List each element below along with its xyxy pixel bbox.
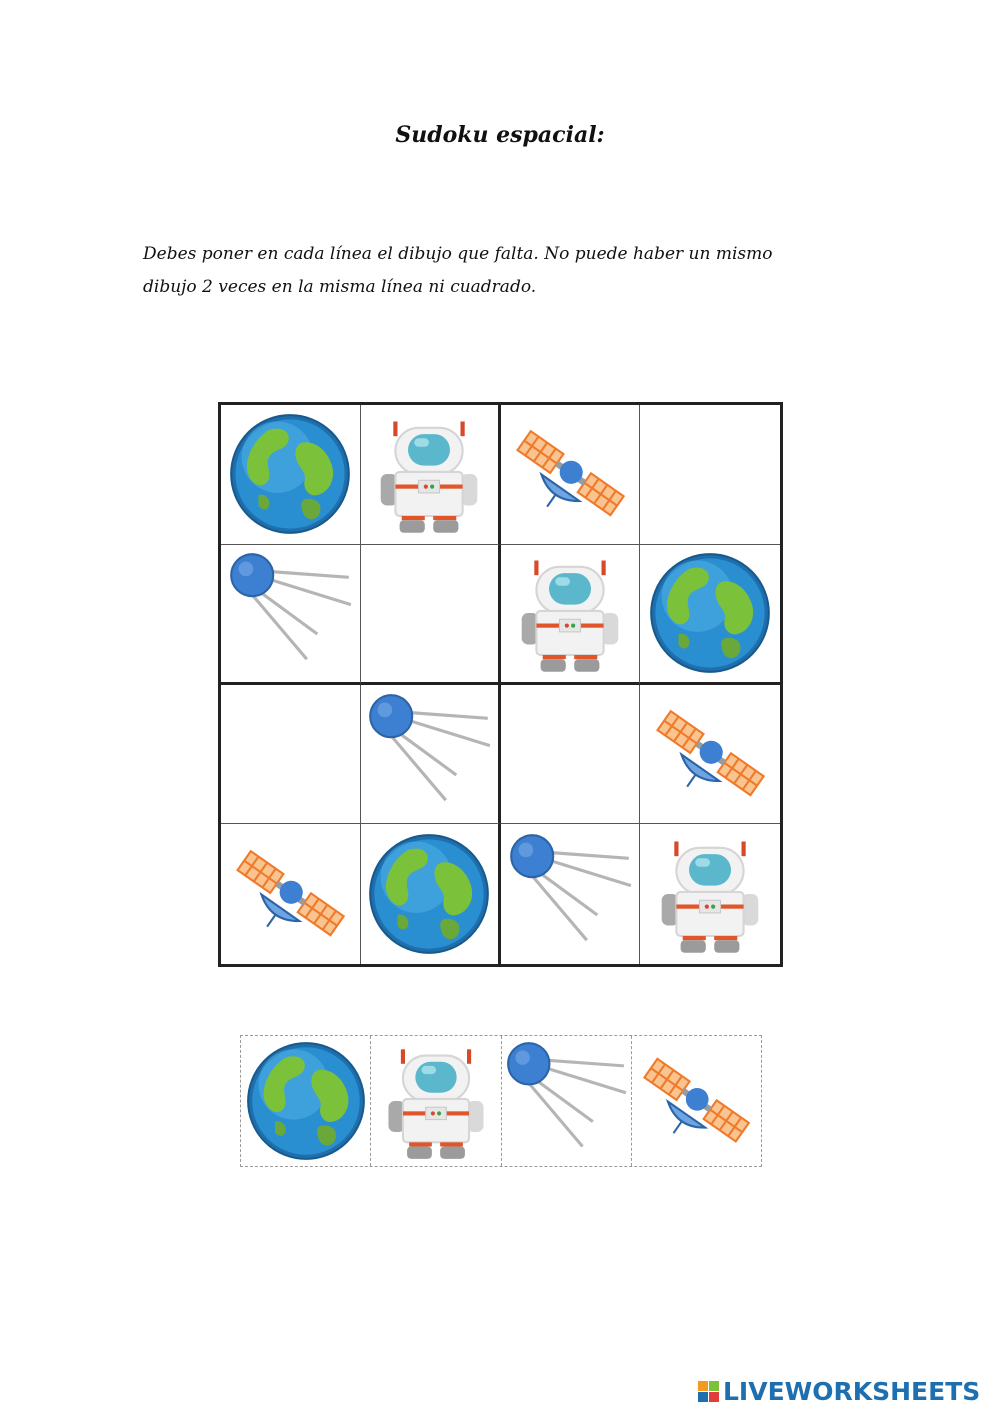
satellite-icon — [507, 411, 633, 537]
sudoku-cell — [361, 824, 501, 964]
earth-icon — [227, 411, 353, 537]
sudoku-cell — [221, 824, 361, 964]
palette-piece[interactable] — [371, 1036, 501, 1166]
earth-icon — [244, 1039, 368, 1163]
astronaut-icon — [374, 1039, 498, 1163]
satellite-icon — [634, 1039, 758, 1163]
earth-icon — [366, 831, 492, 957]
sudoku-cell — [501, 405, 641, 545]
sudoku-cell — [361, 685, 501, 825]
sudoku-cell-empty[interactable] — [361, 545, 501, 685]
sudoku-grid — [218, 402, 783, 967]
satellite-icon — [647, 691, 773, 817]
sputnik-icon — [227, 550, 353, 676]
sudoku-cell — [640, 685, 780, 825]
sudoku-cell-empty[interactable] — [501, 685, 641, 825]
sudoku-cell-empty[interactable] — [640, 405, 780, 545]
palette-piece[interactable] — [502, 1036, 632, 1166]
sudoku-cell — [361, 405, 501, 545]
sudoku-cell-empty[interactable] — [221, 685, 361, 825]
instructions — [143, 238, 863, 304]
astronaut-icon — [507, 550, 633, 676]
answer-palette — [240, 1035, 762, 1167]
sputnik-icon — [507, 831, 633, 957]
sudoku-cell — [640, 545, 780, 685]
instructions-line-1: Debes poner en cada línea el dibujo que falta. No puede haber un mismo — [143, 244, 773, 264]
sudoku-cell — [501, 824, 641, 964]
liveworksheets-logo — [698, 1376, 980, 1406]
astronaut-icon — [366, 411, 492, 537]
sputnik-icon — [366, 691, 492, 817]
instructions-line-2: dibujo 2 veces en la misma línea ni cuadrado. — [143, 277, 537, 297]
satellite-icon — [227, 831, 353, 957]
logo-text: LIVEWORKSHEETS — [723, 1376, 981, 1406]
sudoku-cell — [501, 545, 641, 685]
sudoku-cell — [221, 405, 361, 545]
palette-piece[interactable] — [632, 1036, 761, 1166]
sudoku-cell — [640, 824, 780, 964]
palette-piece[interactable] — [241, 1036, 371, 1166]
page-title: Sudoku espacial: — [395, 122, 605, 148]
earth-icon — [647, 550, 773, 676]
logo-mark-icon — [698, 1381, 719, 1402]
astronaut-icon — [647, 831, 773, 957]
sputnik-icon — [504, 1039, 628, 1163]
sudoku-cell — [221, 545, 361, 685]
